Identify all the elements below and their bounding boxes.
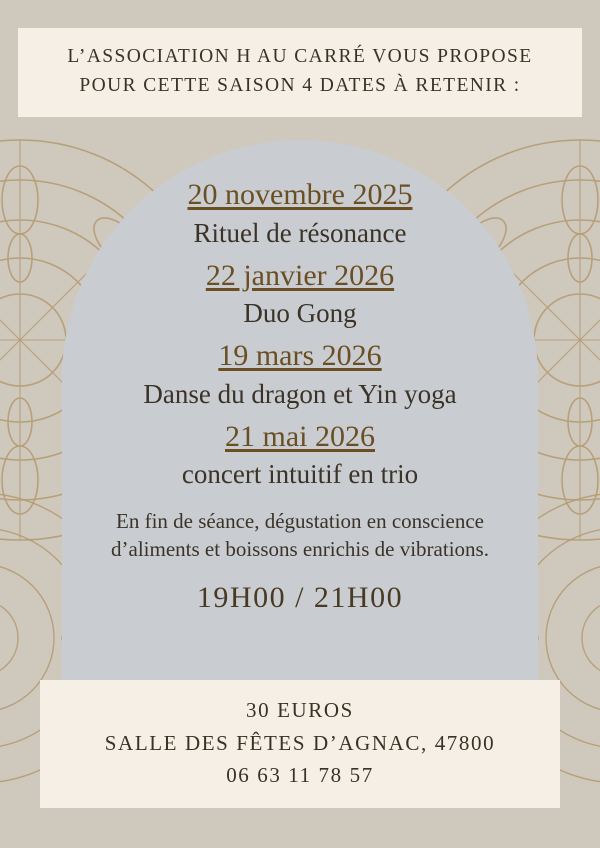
arch-panel	[62, 140, 538, 680]
event-title: Danse du dragon et Yin yoga	[143, 378, 457, 409]
header-banner	[18, 28, 582, 117]
price-label: 30 EUROS	[246, 698, 354, 723]
event-title: concert intuitif en trio	[181, 459, 419, 490]
header-line-2: POUR CETTE SAISON 4 DATES À RETENIR :	[79, 75, 521, 97]
event-item	[62, 257, 538, 332]
event-date: 22 janvier 2026	[205, 258, 395, 292]
phone-label: 06 63 11 78 57	[226, 763, 374, 788]
event-date: 20 novembre 2025	[187, 178, 413, 211]
event-date: 21 mai 2026	[225, 419, 375, 453]
footer-banner	[40, 680, 560, 808]
event-item	[62, 176, 538, 251]
event-hours: 19H00 / 21H00	[196, 580, 404, 614]
tasting-note	[62, 508, 538, 563]
event-title: Rituel de résonance	[193, 217, 407, 248]
tasting-note-line-2: d’aliments et boissons enrichis de vibrations.	[111, 536, 489, 561]
venue-label: SALLE DES FÊTES D’AGNAC, 47800	[104, 730, 496, 755]
event-item	[62, 418, 538, 493]
tasting-note-line-1: En fin de séance, dégustation en conscience	[116, 509, 484, 534]
event-item	[62, 337, 538, 412]
event-date: 19 mars 2026	[218, 339, 382, 373]
event-title: Duo Gong	[243, 298, 357, 329]
header-line-1: L’ASSOCIATION H AU CARRÉ VOUS PROPOSE	[67, 46, 533, 67]
